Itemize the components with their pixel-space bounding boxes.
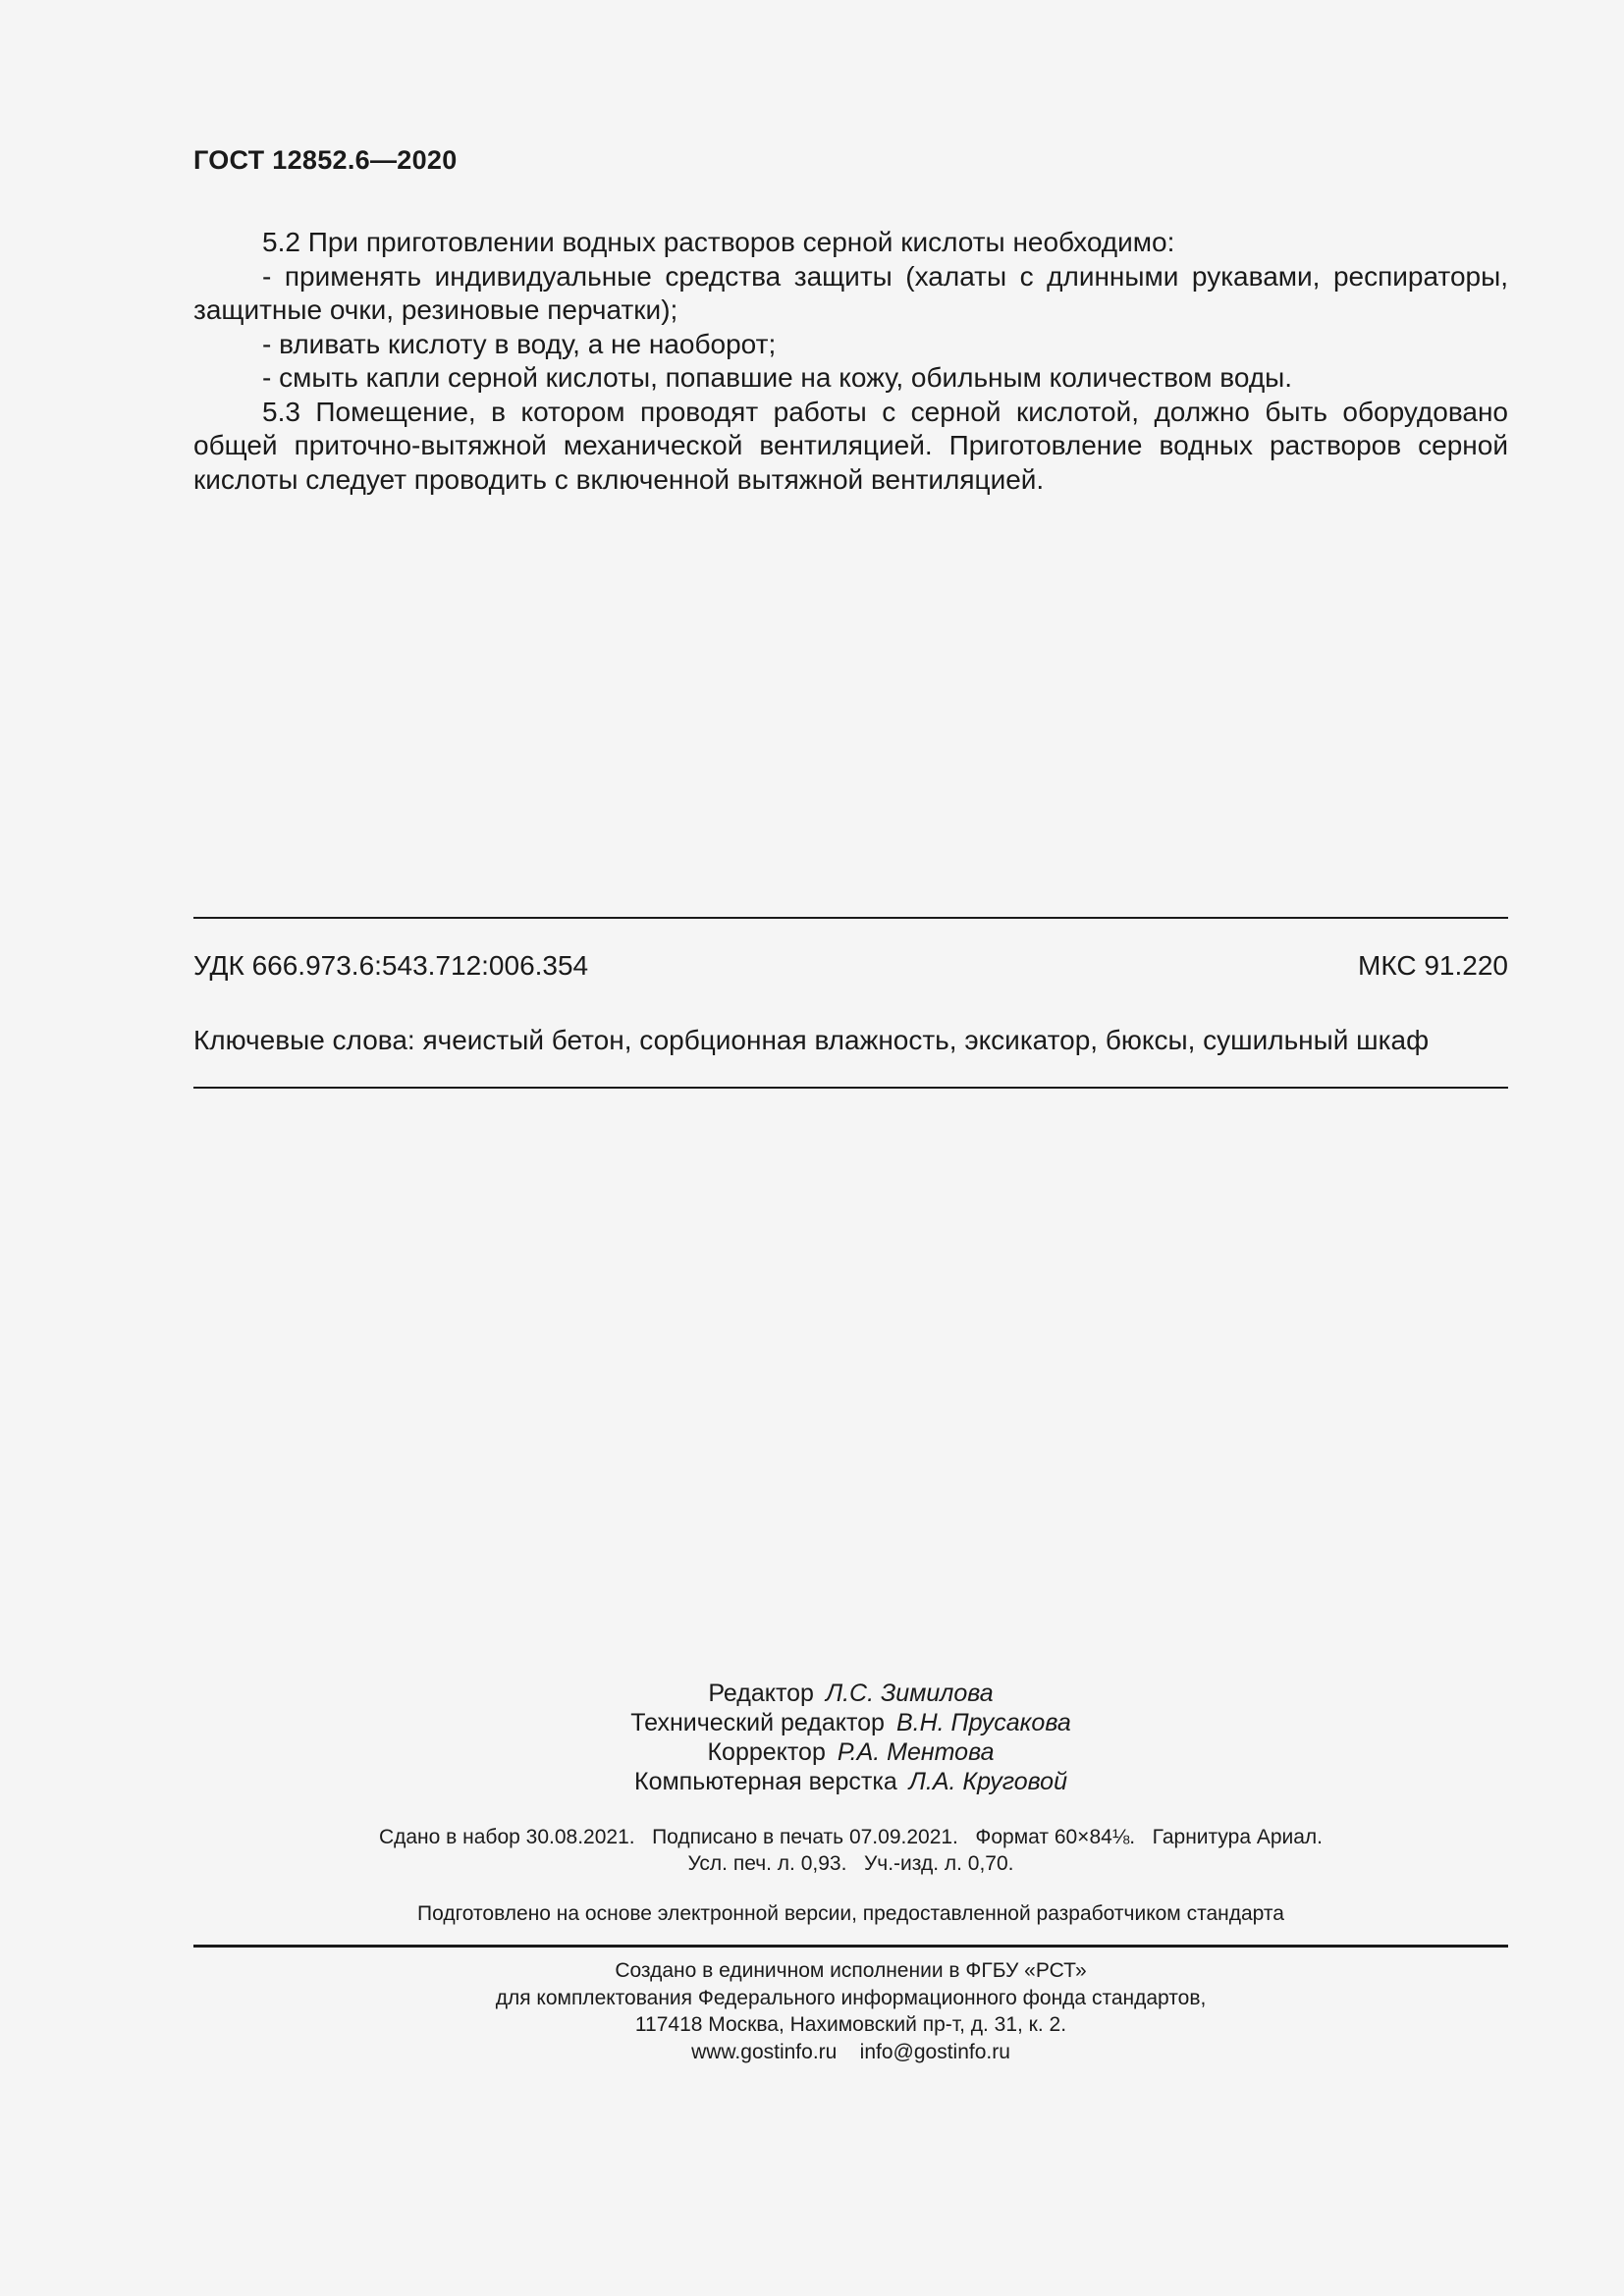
credit-name: В.Н. Прусакова	[895, 1709, 1071, 1736]
credit-label: Редактор	[708, 1680, 814, 1707]
classification-row	[193, 950, 1508, 982]
credit-name: Р.А. Ментова	[837, 1738, 995, 1766]
divider-top	[193, 917, 1508, 919]
list-item-acid-into-water: - вливать кислоту в воду, а не наоборот;	[262, 328, 777, 359]
keywords: Ключевые слова: ячеистый бетон, сорбционная влажность, эксикатор, бюксы, сушильный шкаф	[193, 1025, 1430, 1055]
paragraph-5-3: 5.3 Помещение, в котором проводят работы с серной кислотой, должно быть оборудовано общей приточно-вытяжной механической вентиляцией. Приготовление водных растворов серной кислоты следует проводить с включенной вытяжной вентиляцией.	[193, 396, 1508, 495]
paragraph-5-2: 5.2 При приготовлении водных растворов серной кислоты необходимо:	[262, 227, 1175, 257]
body-text	[193, 226, 1508, 497]
imprint-line: для комплектования Федерального информационного фонда стандартов,	[495, 1986, 1207, 2009]
imprint-line: www.gostinfo.ru info@gostinfo.ru	[691, 2040, 1010, 2063]
credit-editor	[193, 1679, 1508, 1708]
credit-label: Компьютерная верстка	[634, 1768, 897, 1795]
credit-layout	[193, 1767, 1508, 1796]
list-item-wash-skin: - смыть капли серной кислоты, попавшие на кожу, обильным количеством воды.	[262, 362, 1293, 393]
credit-label: Технический редактор	[630, 1709, 885, 1736]
prepared-note: Подготовлено на основе электронной версии, предоставленной разработчиком стандарта	[417, 1902, 1284, 1925]
credit-tech-editor	[193, 1708, 1508, 1737]
print-info-line: Усл. печ. л. 0,93. Уч.-изд. л. 0,70.	[687, 1852, 1014, 1875]
document-header: ГОСТ 12852.6—2020	[193, 145, 458, 175]
print-info-line: Сдано в набор 30.08.2021. Подписано в печать 07.09.2021. Формат 60×84⅛. Гарнитура Ариал.	[378, 1826, 1324, 1848]
list-item-protection: - применять индивидуальные средства защиты (халаты с длинными рукавами, респираторы, защитные очки, резиновые перчатки);	[193, 260, 1508, 325]
print-info	[193, 1824, 1508, 1877]
credit-name: Л.А. Круговой	[908, 1768, 1067, 1795]
divider-bottom	[193, 1087, 1508, 1089]
credit-label: Корректор	[707, 1738, 826, 1766]
credits-block	[193, 1679, 1508, 1796]
divider-imprint	[193, 1945, 1508, 1948]
credit-name: Л.С. Зимилова	[825, 1680, 994, 1707]
udk-code: УДК 666.973.6:543.712:006.354	[193, 950, 589, 981]
imprint-line: 117418 Москва, Нахимовский пр-т, д. 31, к. 2.	[634, 2013, 1067, 2036]
credit-corrector	[193, 1737, 1508, 1767]
imprint-block	[193, 1957, 1508, 2065]
mks-code: МКС 91.220	[1358, 950, 1508, 981]
imprint-line: Создано в единичном исполнении в ФГБУ «РСТ»	[615, 1959, 1087, 1982]
